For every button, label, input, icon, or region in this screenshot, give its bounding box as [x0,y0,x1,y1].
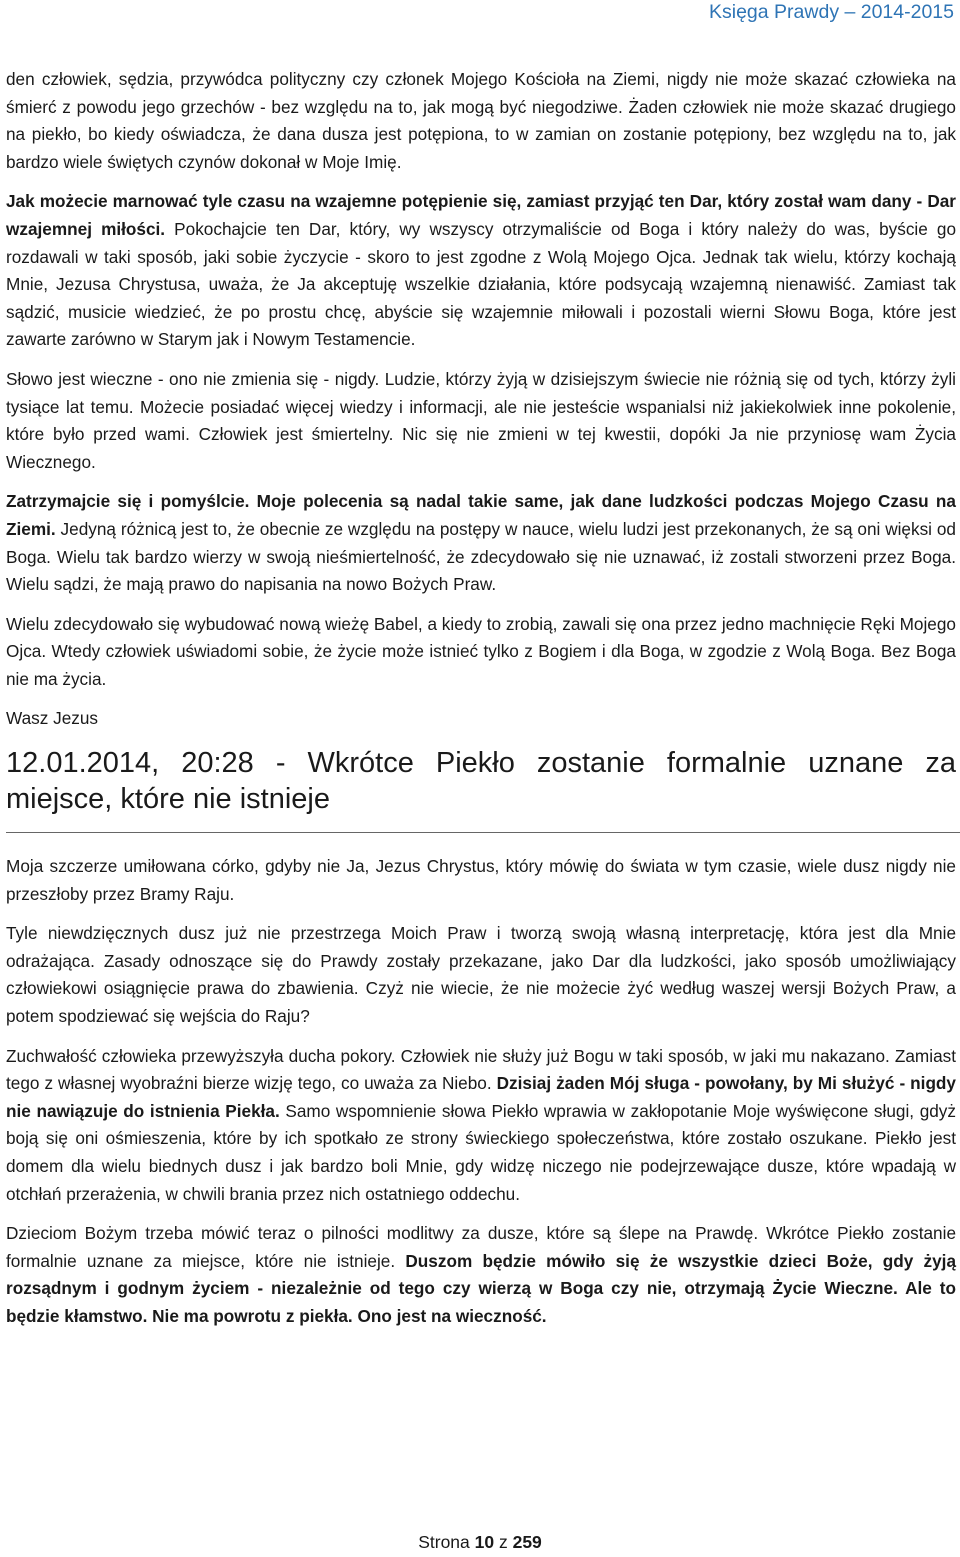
paragraph: Moja szczerze umiłowana córko, gdyby nie Ja, Jezus Chrystus, który mówię do świata w tym czasie, wiele dusz nigdy nie przeszłoby przez Bramy Raju. [6,856,956,904]
document-body [6,66,956,1343]
emphasis-text: Zatrzymajcie się i pomyślcie. Moje polecenia są nadal takie same, jak dane ludzkości podczas Mojego Czasu na Ziemi. [6,491,956,539]
paragraph: Tyle niewdzięcznych dusz już nie przestrzega Moich Praw i tworzą swoją własną interpretację, która jest dla Mnie odrażająca. Zasady odnoszące się do Prawdy zostały przekazane, jako Dar dla ludzkości, jako sposób umożliwiający człowiekowi osiągnięcie prawa do zbawienia. Czyż nie wiecie, że nie możecie żyć według waszej wersji Bożych Praw, a potem spodziewać się wejścia do Raju? [6,923,956,1027]
entry-title: 12.01.2014, 20:28 - Wkrótce Piekło zostanie formalnie uznane za miejsce, które nie istnieje [6,747,956,816]
paragraph: Słowo jest wieczne - ono nie zmienia się - nigdy. Ludzie, którzy żyją w dzisiejszym świecie nie różnią się od tych, którzy żyli tysiące lat temu. Możecie posiadać więcej wiedzy i informacji, ale nie jesteście wspanialsi niż jakiekolwiek inne pokolenie, które było przed wami. Człowiek jest śmiertelny. Nic się nie zmieni w tej kwestii, dopóki Ja nie przyniosę wam Życia Wiecznego. [6,368,956,472]
paragraph: Zatrzymajcie się i pomyślcie. Moje polecenia są nadal takie same, jak dane ludzkości podczas Mojego Czasu na Ziemi. Jedyną różnicą jest to, że obecnie ze względu na postępy w nauce, wielu ludzi jest przekonanych, że są oni więksi od Boga. Wielu tak bardzo wierzy w swoją nieśmiertelność, że zdecydowało się nie uznawać, iż zostali stworzeni przez Boga. Wielu sądzi, że mają prawo do napisania na nowo Bożych Praw. [6,491,956,595]
page-footer: Strona 10 z 259 [418,1532,542,1552]
emphasis-text: Duszom będzie mówiło się że wszystkie dzieci Boże, gdy żyją rozsądnym i godnym życiem - niezależnie od tego czy wierzą w Boga czy nie, otrzymają Życie Wieczne. Ale to będzie kłamstwo. Nie ma powrotu z piekła. Ono jest na wieczność. [6,1250,957,1326]
emphasis-text: Jak możecie marnować tyle czasu na wzajemne potępienie się, zamiast przyjąć ten Dar, który został wam dany - Dar wzajemnej miłości. [6,191,956,239]
signature: Wasz Jezus [6,708,99,729]
paragraph: Dzieciom Bożym trzeba mówić teraz o pilności modlitwy za dusze, które są ślepe na Prawdę. Wkrótce Piekło zostanie formalnie uznane za miejsce, które nie istnieje. Duszom będzie mówiło się że wszystkie dzieci Boże, gdy żyją rozsądnym i godnym życiem - niezależnie od tego czy wierzą w Boga czy nie, otrzymają Życie Wieczne. Ale to będzie kłamstwo. Nie ma powrotu z piekła. Ono jest na wieczność. [6,1223,957,1326]
paragraph: den człowiek, sędzia, przywódca polityczny czy członek Mojego Kościoła na Ziemi, nigdy nie może skazać człowieka na śmierć z powodu jego grzechów - bez względu na to, jak mogą być niegodziwe. Żaden człowiek nie może skazać drugiego na piekło, bo kiedy oświadcza, że dana dusza jest potępiona, to w zamian on zostanie potępiony, bez względu na to, jak bardzo wiele świętych czynów dokonał w Moje Imię. [6,69,956,172]
paragraph: Zuchwałość człowieka przewyższyła ducha pokory. Człowiek nie służy już Bogu w taki sposób, w jaki mu nakazano. Zamiast tego z własnej wyobraźni bierze wizję tego, co uważa za Niebo. Dzisiaj żaden Mój sługa - powołany, by Mi służyć - nigdy nie nawiązuje do istnienia Piekła. Samo wspomnienie słowa Piekło wprawia w zakłopotanie Moje wyświęcone sługi, gdyż boją się oni ośmieszenia, które by ich spotkało ze strony świeckiego społeczeństwa, które zostało oszukane. Piekło jest domem dla wielu biednych dusz i jak bardzo boli Mnie, gdy widzę niczego nie podejrzewające dusze, które wpadają w otchłań przerażenia, w chwili brania przez nich ostatniego oddechu. [6,1045,956,1204]
page-total: 259 [512,1532,542,1552]
paragraph: Wielu zdecydowało się wybudować nową wieżę Babel, a kiedy to zrobią, zawali się ona przez jedno machnięcie Ręki Mojego Ojca. Wtedy człowiek uświadomi sobie, że życie może istnieć tylko z Bogiem i dla Boga, w zgodzie z Wolą Boga. Bez Boga nie ma życia. [6,613,956,689]
divider [6,832,960,833]
emphasis-text: Dzisiaj żaden Mój sługa - powołany, by Mi służyć - nigdy nie nawiązuje do istnienia Piekła. [6,1073,956,1121]
paragraph: Jak możecie marnować tyle czasu na wzajemne potępienie się, zamiast przyjąć ten Dar, który został wam dany - Dar wzajemnej miłości. Pokochajcie ten Dar, który, wy wszyscy otrzymaliście od Boga i który należy do was, byście go rozdawali w taki sposób, jaki sobie życzycie - skoro to jest zgodne z Wolą Mojego Ojca. Jednak tak wielu, którzy kochają Mnie, Jezusa Chrystusa, uważa, że Ja akceptuję wszelkie działania, które podsycają wzajemną nienawiść. Zamiast tak sądzić, musicie wiedzieć, że po prostu chcę, abyście się wzajemnie miłowali i pozostali wierni Słowu Boga, które jest zawarte zarówno w Starym jak i Nowym Testamencie. [6,191,957,350]
running-header: Księga Prawdy – 2014-2015 [709,1,954,23]
page-number: 10 [474,1532,495,1552]
